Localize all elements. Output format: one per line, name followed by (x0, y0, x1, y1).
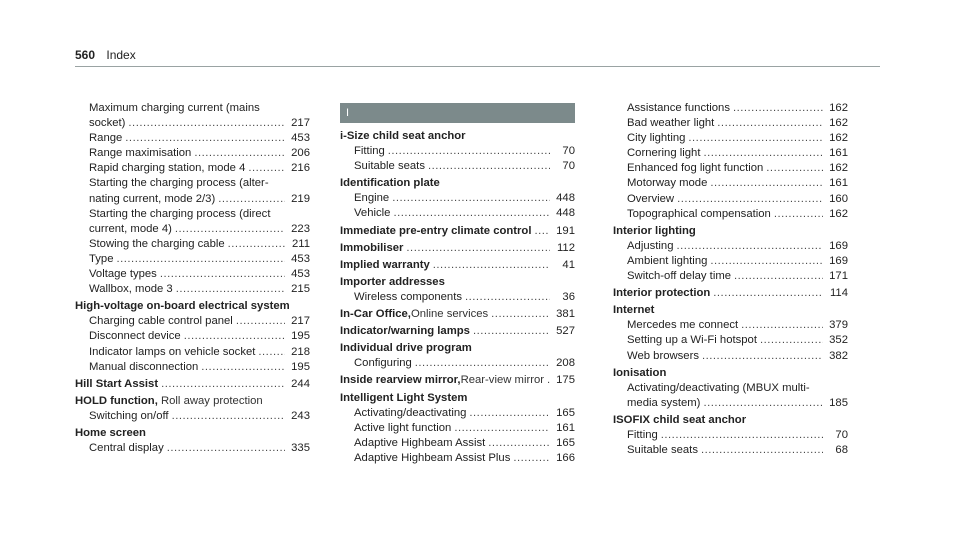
subentry-text: Overview (627, 192, 675, 205)
index-line (340, 406, 575, 421)
page-ref: 335 (291, 442, 310, 455)
subentry-text: Ambient lighting (627, 254, 708, 267)
subentry-text: Cornering light (627, 147, 701, 160)
subentry-text: Wireless components (354, 290, 462, 303)
subentry-text: Starting the charging process (alter- (89, 177, 269, 190)
index-line (75, 345, 310, 360)
dot-leader (774, 207, 823, 222)
page-ref: 162 (829, 132, 848, 145)
page-ref: 216 (291, 162, 310, 175)
index-line (75, 116, 310, 131)
entry-heading (340, 391, 575, 406)
entry-heading (613, 366, 848, 381)
page-ref: 206 (291, 147, 310, 160)
index-entry (340, 324, 575, 339)
index-line (75, 409, 310, 424)
entry-text: Intelligent Light System (340, 391, 468, 404)
subentry-text: socket) (89, 117, 126, 130)
index-entry (340, 373, 575, 388)
index-line (613, 101, 848, 116)
page-ref: 219 (291, 192, 310, 205)
dot-leader (176, 282, 285, 297)
dot-leader (710, 176, 823, 191)
page-ref: 215 (291, 283, 310, 296)
page-ref: 218 (291, 345, 310, 358)
page-ref: 171 (829, 270, 848, 283)
index-line (613, 254, 848, 269)
dot-leader (676, 239, 823, 254)
dot-leader (713, 286, 823, 301)
index-entry (613, 366, 848, 411)
subentry-text: Charging cable control panel (89, 315, 233, 328)
dot-leader (488, 436, 550, 451)
index-entry (340, 341, 575, 371)
subentry-text: Enhanced fog light function (627, 162, 764, 175)
index-entry (340, 307, 575, 322)
page-ref: 244 (291, 377, 310, 390)
dot-leader (703, 396, 823, 411)
index-line (613, 207, 848, 222)
dot-leader (513, 451, 550, 466)
subentry-text: Setting up a Wi-Fi hotspot (627, 334, 757, 347)
entry-text: In-Car Office, (340, 308, 411, 321)
entry-text: Interior protection (613, 287, 711, 300)
page-ref: 195 (291, 330, 310, 343)
index-line (75, 329, 310, 344)
page-ref: 166 (556, 451, 575, 464)
subentry-text: Engine (354, 192, 390, 205)
entry-text: Individual drive program (340, 342, 472, 355)
page-ref: 217 (291, 117, 310, 130)
dot-leader (760, 333, 823, 348)
dot-leader (688, 131, 823, 146)
dot-leader (128, 116, 285, 131)
page-ref: 453 (291, 268, 310, 281)
page-ref: 191 (556, 224, 575, 237)
entry-text: Immobiliser (340, 241, 404, 254)
subentry-text: Starting the charging process (direct (89, 207, 271, 220)
index-line (613, 239, 848, 254)
index-entry (75, 377, 310, 392)
page-ref: 453 (291, 132, 310, 145)
index-line (340, 421, 575, 436)
page-ref: 175 (556, 374, 575, 387)
index-line (613, 396, 848, 411)
index-line (613, 349, 848, 364)
index-line (613, 131, 848, 146)
subentry-text: Activating/deactivating (354, 406, 467, 419)
index-line (75, 146, 310, 161)
subentry-text: Activating/deactivating (MBUX multi- (627, 381, 810, 394)
index-line (75, 314, 310, 329)
entry-heading (613, 413, 848, 428)
index-line (340, 451, 575, 466)
subentry-text: Disconnect device (89, 330, 181, 343)
page-ref: 114 (829, 287, 848, 300)
index-entry (75, 101, 310, 297)
dot-leader (701, 443, 823, 458)
entry-context: Online services (410, 308, 489, 321)
dot-leader (388, 144, 550, 159)
dot-leader (201, 360, 285, 375)
index-line (75, 192, 310, 207)
entry-heading (75, 426, 310, 441)
dot-leader (175, 222, 285, 237)
subentry-text: Type (89, 252, 114, 265)
index-line (340, 159, 575, 174)
entry-text: Internet (613, 304, 655, 317)
index-line (340, 324, 575, 339)
entry-text: Ionisation (613, 366, 667, 379)
subentry-text: nating current, mode 2/3) (89, 192, 216, 205)
index-line (340, 307, 575, 322)
page-ref: 161 (829, 147, 848, 160)
subentry-text: Fitting (627, 428, 658, 441)
entry-heading (340, 176, 575, 191)
index-entry (613, 303, 848, 363)
page-ref: 160 (829, 192, 848, 205)
index-entry (75, 426, 310, 456)
page-ref: 36 (562, 290, 575, 303)
entry-text: Interior lighting (613, 224, 696, 237)
page-header (75, 48, 136, 62)
letter-heading: I (340, 103, 575, 123)
index-line (613, 116, 848, 131)
page-ref: 169 (829, 239, 848, 252)
subentry-text: Wallbox, mode 3 (89, 283, 173, 296)
dot-leader (160, 267, 285, 282)
dot-leader (161, 377, 285, 392)
subentry-text: Rapid charging station, mode 4 (89, 162, 246, 175)
dot-leader (393, 206, 550, 221)
dot-leader (661, 428, 823, 443)
index-line (75, 237, 310, 252)
page-ref: 162 (829, 102, 848, 114)
entry-text: Implied warranty (340, 258, 430, 271)
entry-text: Hill Start Assist (75, 377, 159, 390)
subentry-text: Web browsers (627, 349, 699, 362)
index-line (75, 252, 310, 267)
entry-text: Home screen (75, 426, 146, 439)
subentry-text: Mercedes me connect (627, 319, 739, 332)
dot-leader (415, 356, 550, 371)
index-line (75, 360, 310, 375)
page-ref: 527 (556, 325, 575, 338)
dot-leader (406, 241, 550, 256)
page-ref: 195 (291, 360, 310, 373)
index-line (613, 192, 848, 207)
dot-leader (465, 290, 550, 305)
index-line (340, 224, 575, 239)
dot-leader (491, 307, 550, 322)
dot-leader (248, 161, 285, 176)
dot-leader (125, 131, 285, 146)
entry-heading (340, 341, 575, 356)
index-line (613, 161, 848, 176)
page-ref: 169 (829, 254, 848, 267)
dot-leader (454, 421, 550, 436)
index-entry (340, 241, 575, 256)
page-ref: 165 (556, 436, 575, 449)
dot-leader (702, 349, 823, 364)
index-entry (613, 286, 848, 301)
subentry-text: Configuring (354, 357, 412, 370)
dot-leader (766, 161, 823, 176)
entry-text: i-Size child seat anchor (340, 130, 466, 142)
subentry-text: Active light function (354, 421, 452, 434)
index-line (613, 318, 848, 333)
index-entry (613, 224, 848, 284)
subentry-text: Manual disconnection (89, 360, 199, 373)
page-ref: 211 (291, 237, 310, 250)
page-ref: 185 (829, 396, 848, 409)
index-column-1 (75, 101, 310, 456)
dot-leader (184, 329, 285, 344)
page-ref: 162 (829, 207, 848, 220)
entry-text: Immediate pre-entry climate control (340, 224, 532, 237)
page-ref: 381 (556, 308, 575, 321)
subentry-text: City lighting (627, 132, 686, 145)
page-ref: 161 (556, 421, 575, 434)
entry-text: High-voltage on-board electrical system (75, 300, 290, 313)
subentry-text: Assistance functions (627, 102, 730, 114)
subentry-text: Fitting (354, 145, 385, 158)
dot-leader (547, 373, 550, 388)
subentry-text: media system) (627, 396, 701, 409)
entry-heading (613, 224, 848, 239)
page-ref: 448 (556, 192, 575, 205)
subentry-text: Adjusting (627, 239, 674, 252)
dot-leader (228, 237, 285, 252)
dot-leader (717, 116, 823, 131)
index-entry (340, 129, 575, 174)
entry-text: Inside rearview mirror, (340, 374, 461, 387)
dot-leader (428, 159, 550, 174)
index-column-3 (613, 101, 848, 458)
page-ref: 379 (829, 319, 848, 332)
index-line (340, 144, 575, 159)
entry-heading (340, 275, 575, 290)
page-ref: 448 (556, 207, 575, 220)
page-ref: 112 (556, 241, 575, 254)
index-line (340, 241, 575, 256)
subentry-text: Topographical compensation (627, 207, 771, 220)
index-line (613, 269, 848, 284)
entry-context: Rear-view mirror (460, 374, 545, 387)
index-entry (75, 299, 310, 374)
index-line (340, 356, 575, 371)
page-ref: 217 (291, 315, 310, 328)
index-line (340, 436, 575, 451)
index-line (340, 191, 575, 206)
subentry-text: Stowing the charging cable (89, 237, 225, 250)
dot-leader (117, 252, 286, 267)
dot-leader (469, 406, 550, 421)
section-title: Index (106, 48, 136, 62)
dot-leader (258, 345, 285, 360)
index-line (613, 286, 848, 301)
entry-text: Indicator/warning lamps (340, 325, 470, 338)
page-ref: 70 (835, 428, 848, 441)
index-entry (75, 394, 310, 424)
page-ref: 352 (829, 334, 848, 347)
index-line (340, 373, 575, 388)
index-column-2 (340, 101, 575, 466)
page-ref: 70 (562, 145, 575, 158)
index-entry (613, 413, 848, 458)
dot-leader (194, 146, 285, 161)
page-ref: 41 (562, 258, 575, 271)
index-line (613, 146, 848, 161)
subentry-text: current, mode 4) (89, 222, 172, 235)
subentry-text: Switch-off delay time (627, 270, 732, 283)
index-line (75, 222, 310, 237)
page-ref: 162 (829, 162, 848, 175)
dot-leader (703, 146, 823, 161)
subentry-text: Voltage types (89, 268, 157, 281)
index-entry (340, 391, 575, 466)
subentry-text: Vehicle (354, 207, 391, 220)
subentry-text: Maximum charging current (mains (89, 102, 260, 114)
entry-heading (613, 303, 848, 318)
dot-leader (741, 318, 823, 333)
index-line (613, 428, 848, 443)
index-line (75, 282, 310, 297)
index-entry (340, 275, 575, 305)
page-ref: 68 (835, 444, 848, 457)
index-line (340, 290, 575, 305)
dot-leader (710, 254, 823, 269)
dot-leader (677, 192, 823, 207)
subentry-text: Central display (89, 442, 164, 455)
dot-leader (218, 192, 285, 207)
entry-heading (340, 129, 575, 144)
index-entry (613, 101, 848, 222)
index-line (75, 377, 310, 392)
entry-heading (75, 299, 310, 314)
subentry-text: Suitable seats (354, 160, 425, 173)
subentry-text: Adaptive Highbeam Assist Plus (354, 451, 511, 464)
subentry-text: Adaptive Highbeam Assist (354, 436, 486, 449)
subentry-text: Switching on/off (89, 409, 169, 422)
index-line (75, 161, 310, 176)
subentry-text: Range (89, 132, 123, 145)
page-ref: 382 (829, 349, 848, 362)
dot-leader (534, 224, 550, 239)
index-line (75, 267, 310, 282)
page-ref: 165 (556, 406, 575, 419)
page-ref: 208 (556, 357, 575, 370)
dot-leader (433, 258, 550, 273)
index-line (340, 206, 575, 221)
entry-text: HOLD function, (75, 394, 158, 407)
page-ref: 243 (291, 409, 310, 422)
index-line (75, 441, 310, 456)
index-entry (340, 176, 575, 221)
dot-leader (733, 101, 823, 116)
index-line (613, 443, 848, 458)
subentry-text: Range maximisation (89, 147, 192, 160)
index-line (75, 131, 310, 146)
page-ref: 223 (291, 222, 310, 235)
page-number: 560 (75, 48, 96, 62)
entry-text: Importer addresses (340, 275, 445, 288)
page-ref: 453 (291, 252, 310, 265)
dot-leader (392, 191, 550, 206)
subentry-text: Bad weather light (627, 117, 715, 130)
header-divider (75, 66, 880, 67)
entry-text: ISOFIX child seat anchor (613, 413, 747, 426)
dot-leader (734, 269, 823, 284)
index-entry (340, 224, 575, 239)
subentry-text: Suitable seats (627, 444, 698, 457)
entry-context: Roll away protection (160, 394, 263, 407)
subentry-text: Motorway mode (627, 177, 708, 190)
subentry-text: Indicator lamps on vehicle socket (89, 345, 256, 358)
entry-heading (75, 394, 310, 409)
dot-leader (167, 441, 285, 456)
page-ref: 70 (562, 160, 575, 173)
index-line (613, 333, 848, 348)
index-line (340, 258, 575, 273)
dot-leader (236, 314, 285, 329)
dot-leader (172, 409, 285, 424)
index-entry (340, 258, 575, 273)
page-ref: 162 (829, 117, 848, 130)
index-line (613, 176, 848, 191)
dot-leader (473, 324, 550, 339)
entry-text: Identification plate (340, 177, 440, 190)
page-ref: 161 (829, 177, 848, 190)
